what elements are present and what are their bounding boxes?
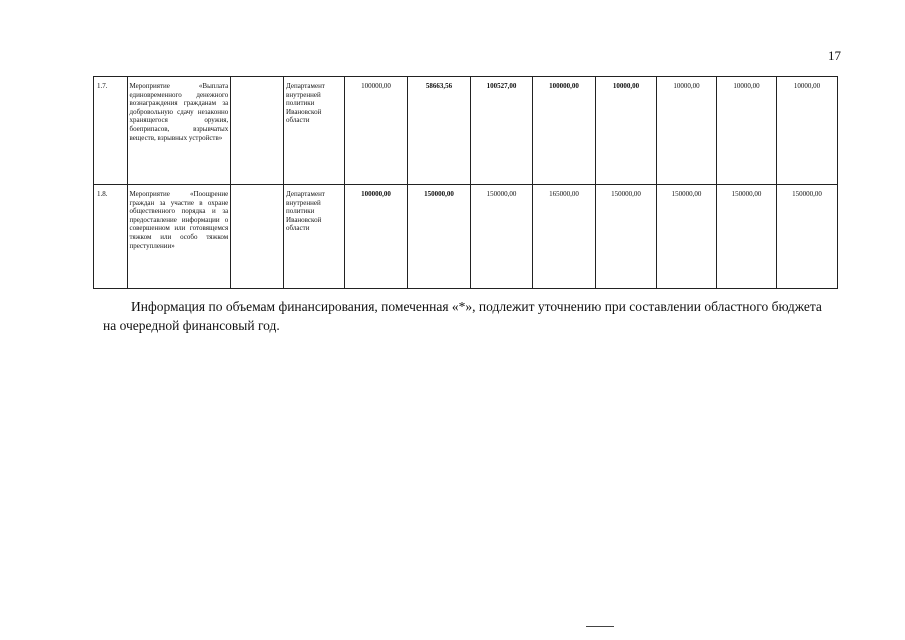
row-description: Мероприятие «Выплата единовременного денежного вознаграждения гражданам за добровольную сдачу незаконно хранящегося оружия, боеприпасов, взрывчатых веществ, взрывных устройств» — [127, 77, 231, 185]
value-cell: 100000,00 — [345, 77, 408, 185]
value-cell: 165000,00 — [533, 185, 596, 289]
row-index: 1.7. — [94, 77, 128, 185]
table-row — [94, 77, 838, 185]
bottom-divider — [586, 626, 614, 627]
value-cell: 100000,00 — [533, 77, 596, 185]
funding-table — [93, 76, 838, 289]
value-cell: 150000,00 — [776, 185, 837, 289]
value-cell: 100527,00 — [471, 77, 533, 185]
row-department: Департамент внутренней политики Ивановской области — [284, 185, 345, 289]
table-row — [94, 185, 838, 289]
financing-footnote: Информация по объемам финансирования, помеченная «*», подлежит уточнению при составлении областного бюджета на очередной финансовый год. — [103, 299, 822, 333]
value-cell: 150000,00 — [657, 185, 717, 289]
value-cell: 100000,00 — [345, 185, 408, 289]
value-cell: 10000,00 — [716, 77, 776, 185]
row-spacer-cell — [231, 77, 284, 185]
row-department: Департамент внутренней политики Ивановской области — [284, 77, 345, 185]
value-cell: 10000,00 — [776, 77, 837, 185]
value-cell: 58663,56 — [408, 77, 471, 185]
row-description: Мероприятие «Поощрение граждан за участие в охране общественного порядка и за предоставление информации о совершенном или готовящемся тяжком или особо тяжком преступлении» — [127, 185, 231, 289]
value-cell: 150000,00 — [471, 185, 533, 289]
value-cell: 150000,00 — [716, 185, 776, 289]
row-index: 1.8. — [94, 185, 128, 289]
value-cell: 10000,00 — [657, 77, 717, 185]
value-cell: 150000,00 — [408, 185, 471, 289]
page-number: 17 — [828, 48, 841, 63]
value-cell: 10000,00 — [596, 77, 657, 185]
row-spacer-cell — [231, 185, 284, 289]
value-cell: 150000,00 — [596, 185, 657, 289]
